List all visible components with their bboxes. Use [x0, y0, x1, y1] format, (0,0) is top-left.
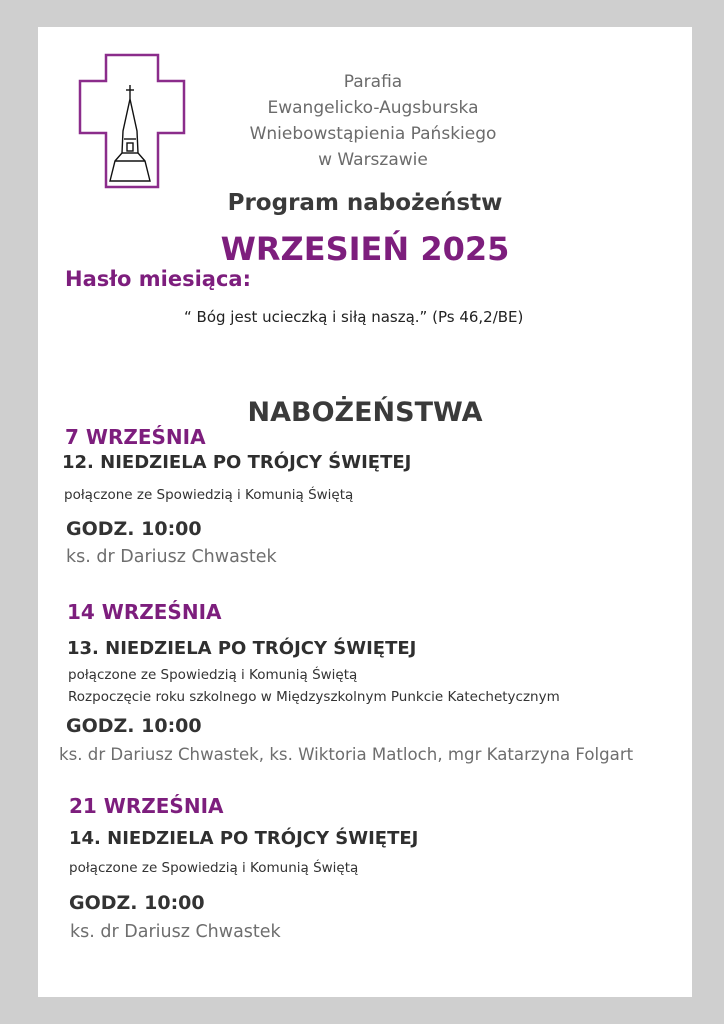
- motto-text: “ Bóg jest ucieczką i siłą naszą.” (Ps 46,2/BE): [184, 308, 524, 326]
- service-date: 14 WRZEŚNIA: [67, 600, 222, 624]
- parish-line: Wniebowstąpienia Pańskiego: [249, 124, 497, 144]
- service-note: połączone ze Spowiedzią i Komunią Świętą: [68, 667, 358, 683]
- service-time: GODZ. 10:00: [66, 518, 202, 540]
- service-note: Rozpoczęcie roku szkolnego w Międzyszkolnym Punkcie Katechetycznym: [68, 689, 560, 705]
- service-sunday: 13. NIEDZIELA PO TRÓJCY ŚWIĘTEJ: [67, 638, 417, 659]
- church-cross-icon: [78, 53, 188, 189]
- service-time: GODZ. 10:00: [69, 892, 205, 914]
- parish-line: w Warszawie: [318, 150, 428, 170]
- section-title: NABOŻEŃSTWA: [247, 397, 483, 428]
- service-pastor: ks. dr Dariusz Chwastek, ks. Wiktoria Matloch, mgr Katarzyna Folgart: [59, 745, 634, 764]
- program-title: Program nabożeństw: [227, 190, 503, 216]
- poster-page: [38, 27, 692, 997]
- service-pastor: ks. dr Dariusz Chwastek: [70, 922, 281, 942]
- service-date: 21 WRZEŚNIA: [69, 794, 224, 818]
- month-title: WRZESIEŃ 2025: [220, 230, 510, 268]
- service-sunday: 12. NIEDZIELA PO TRÓJCY ŚWIĘTEJ: [62, 452, 412, 473]
- service-pastor: ks. dr Dariusz Chwastek: [66, 547, 277, 567]
- service-sunday: 14. NIEDZIELA PO TRÓJCY ŚWIĘTEJ: [69, 828, 419, 849]
- parish-line: Parafia: [343, 72, 403, 92]
- service-time: GODZ. 10:00: [66, 715, 202, 737]
- parish-line: Ewangelicko-Augsburska: [267, 98, 479, 118]
- service-note: połączone ze Spowiedzią i Komunią Świętą: [69, 860, 359, 876]
- parish-name: [223, 69, 523, 173]
- service-date: 7 WRZEŚNIA: [65, 425, 206, 449]
- motto-label: Hasło miesiąca:: [65, 267, 251, 291]
- service-note: połączone ze Spowiedzią i Komunią Świętą: [64, 487, 354, 503]
